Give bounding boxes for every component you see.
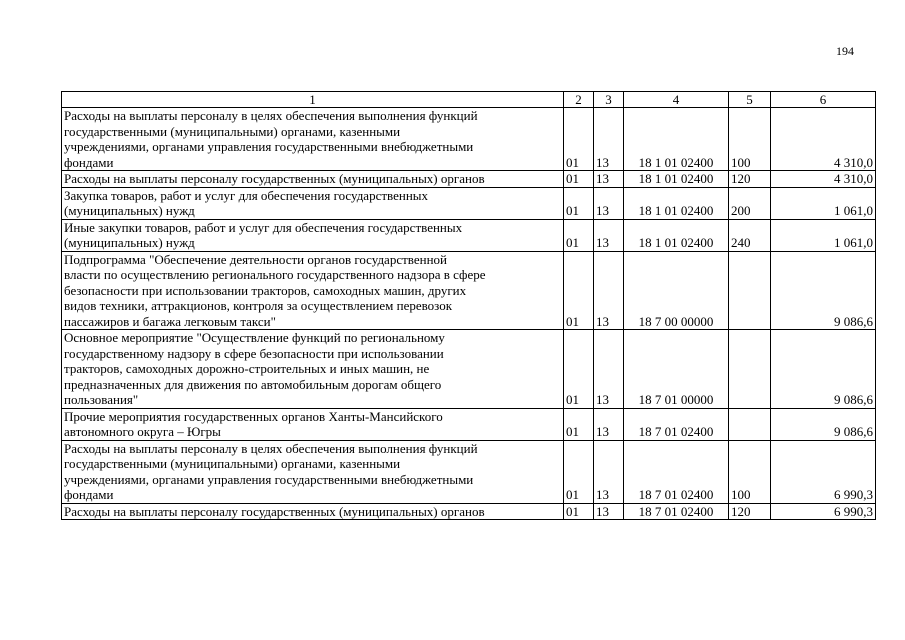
budget-table	[61, 91, 876, 520]
table-header-row	[62, 92, 876, 108]
expense-type-code: 100	[729, 440, 771, 503]
subsection-code: 13	[594, 187, 624, 219]
table-row	[62, 251, 876, 330]
target-article-code: 18 1 01 02400	[624, 171, 729, 188]
section-code: 01	[564, 251, 594, 330]
description-line: Прочие мероприятия государственных органов Ханты-Мансийского	[64, 408, 443, 424]
row-description	[62, 440, 564, 503]
description-line: видов техники, аттракционов, контроля за осуществлением перевозок	[64, 298, 453, 313]
section-code: 01	[564, 108, 594, 171]
description-line: фондами	[64, 487, 114, 502]
expense-type-code: 100	[729, 108, 771, 171]
expense-type-code: 120	[729, 503, 771, 520]
table-row	[62, 108, 876, 171]
table-row	[62, 440, 876, 503]
table-row	[62, 503, 876, 520]
description-line: Расходы на выплаты персоналу государственных (муниципальных) органов	[64, 171, 485, 186]
description-line: Расходы на выплаты персоналу в целях обеспечения выполнения функций	[64, 108, 478, 123]
amount: 6 990,3	[771, 440, 876, 503]
table-row	[62, 330, 876, 409]
subsection-code: 13	[594, 503, 624, 520]
amount: 4 310,0	[771, 171, 876, 188]
expense-type-code	[729, 408, 771, 440]
description-line: государственными (муниципальными) органами, казенными	[64, 456, 401, 471]
target-article-code: 18 7 00 00000	[624, 251, 729, 330]
section-code: 01	[564, 330, 594, 409]
amount: 9 086,6	[771, 251, 876, 330]
section-code: 01	[564, 503, 594, 520]
subsection-code: 13	[594, 171, 624, 188]
description-line: Иные закупки товаров, работ и услуг для обеспечения государственных	[64, 219, 463, 235]
subsection-code: 13	[594, 408, 624, 440]
table-row	[62, 171, 876, 188]
header-cell: 1	[62, 92, 564, 108]
row-description	[62, 330, 564, 409]
amount: 9 086,6	[771, 330, 876, 409]
description-line: безопасности при использовании тракторов, самоходных машин, других	[64, 282, 467, 298]
table-row	[62, 408, 876, 440]
description-line: (муниципальных) нужд	[64, 235, 195, 250]
description-line: государственному надзору в сфере безопасности при использовании	[64, 345, 444, 361]
header-cell: 5	[729, 92, 771, 108]
target-article-code: 18 7 01 00000	[624, 330, 729, 409]
description-line: учреждениями, органами управления государственными внебюджетными	[64, 471, 474, 487]
description-line: фондами	[64, 154, 114, 170]
description-line: Расходы на выплаты персоналу в целях обеспечения выполнения функций	[64, 440, 478, 456]
description-line: пассажиров и багажа легковым такси"	[64, 313, 276, 329]
header-cell: 4	[624, 92, 729, 108]
subsection-code: 13	[594, 251, 624, 330]
expense-type-code: 200	[729, 187, 771, 219]
subsection-code: 13	[594, 330, 624, 409]
expense-type-code: 240	[729, 219, 771, 251]
section-code: 01	[564, 440, 594, 503]
description-line: автономного округа – Югры	[64, 424, 221, 439]
description-line: предназначенных для движения по автомобильным дорогам общего	[64, 376, 442, 392]
expense-type-code	[729, 251, 771, 330]
header-cell: 6	[771, 92, 876, 108]
description-line: Расходы на выплаты персоналу государственных (муниципальных) органов	[64, 503, 485, 519]
section-code: 01	[564, 408, 594, 440]
expense-type-code: 120	[729, 171, 771, 188]
description-line: Основное мероприятие "Осуществление функций по региональному	[64, 330, 445, 345]
description-line: пользования"	[64, 392, 139, 407]
subsection-code: 13	[594, 108, 624, 171]
expense-type-code	[729, 330, 771, 409]
description-line: государственными (муниципальными) органами, казенными	[64, 123, 401, 139]
amount: 6 990,3	[771, 503, 876, 520]
row-description	[62, 503, 564, 520]
section-code: 01	[564, 187, 594, 219]
table-body	[62, 108, 876, 520]
table-row	[62, 219, 876, 251]
target-article-code: 18 7 01 02400	[624, 440, 729, 503]
amount: 1 061,0	[771, 187, 876, 219]
row-description	[62, 108, 564, 171]
row-description	[62, 171, 564, 188]
description-line: власти по осуществлению регионального государственного надзора в сфере	[64, 267, 486, 282]
subsection-code: 13	[594, 440, 624, 503]
target-article-code: 18 1 01 02400	[624, 108, 729, 171]
target-article-code: 18 1 01 02400	[624, 187, 729, 219]
header-cell: 2	[564, 92, 594, 108]
description-line: Подпрограмма "Обеспечение деятельности органов государственной	[64, 251, 447, 267]
description-line: тракторов, самоходных дорожно-строительных и иных машин, не	[64, 361, 430, 376]
page-number: 194	[836, 44, 854, 58]
amount: 9 086,6	[771, 408, 876, 440]
target-article-code: 18 1 01 02400	[624, 219, 729, 251]
row-description	[62, 187, 564, 219]
amount: 1 061,0	[771, 219, 876, 251]
row-description	[62, 408, 564, 440]
header-cell: 3	[594, 92, 624, 108]
description-line: Закупка товаров, работ и услуг для обеспечения государственных	[64, 187, 429, 203]
amount: 4 310,0	[771, 108, 876, 171]
subsection-code: 13	[594, 219, 624, 251]
description-line: учреждениями, органами управления государственными внебюджетными	[64, 139, 474, 154]
section-code: 01	[564, 171, 594, 188]
description-line: (муниципальных) нужд	[64, 203, 195, 218]
row-description	[62, 219, 564, 251]
table-row	[62, 187, 876, 219]
row-description	[62, 251, 564, 330]
target-article-code: 18 7 01 02400	[624, 408, 729, 440]
section-code: 01	[564, 219, 594, 251]
target-article-code: 18 7 01 02400	[624, 503, 729, 520]
